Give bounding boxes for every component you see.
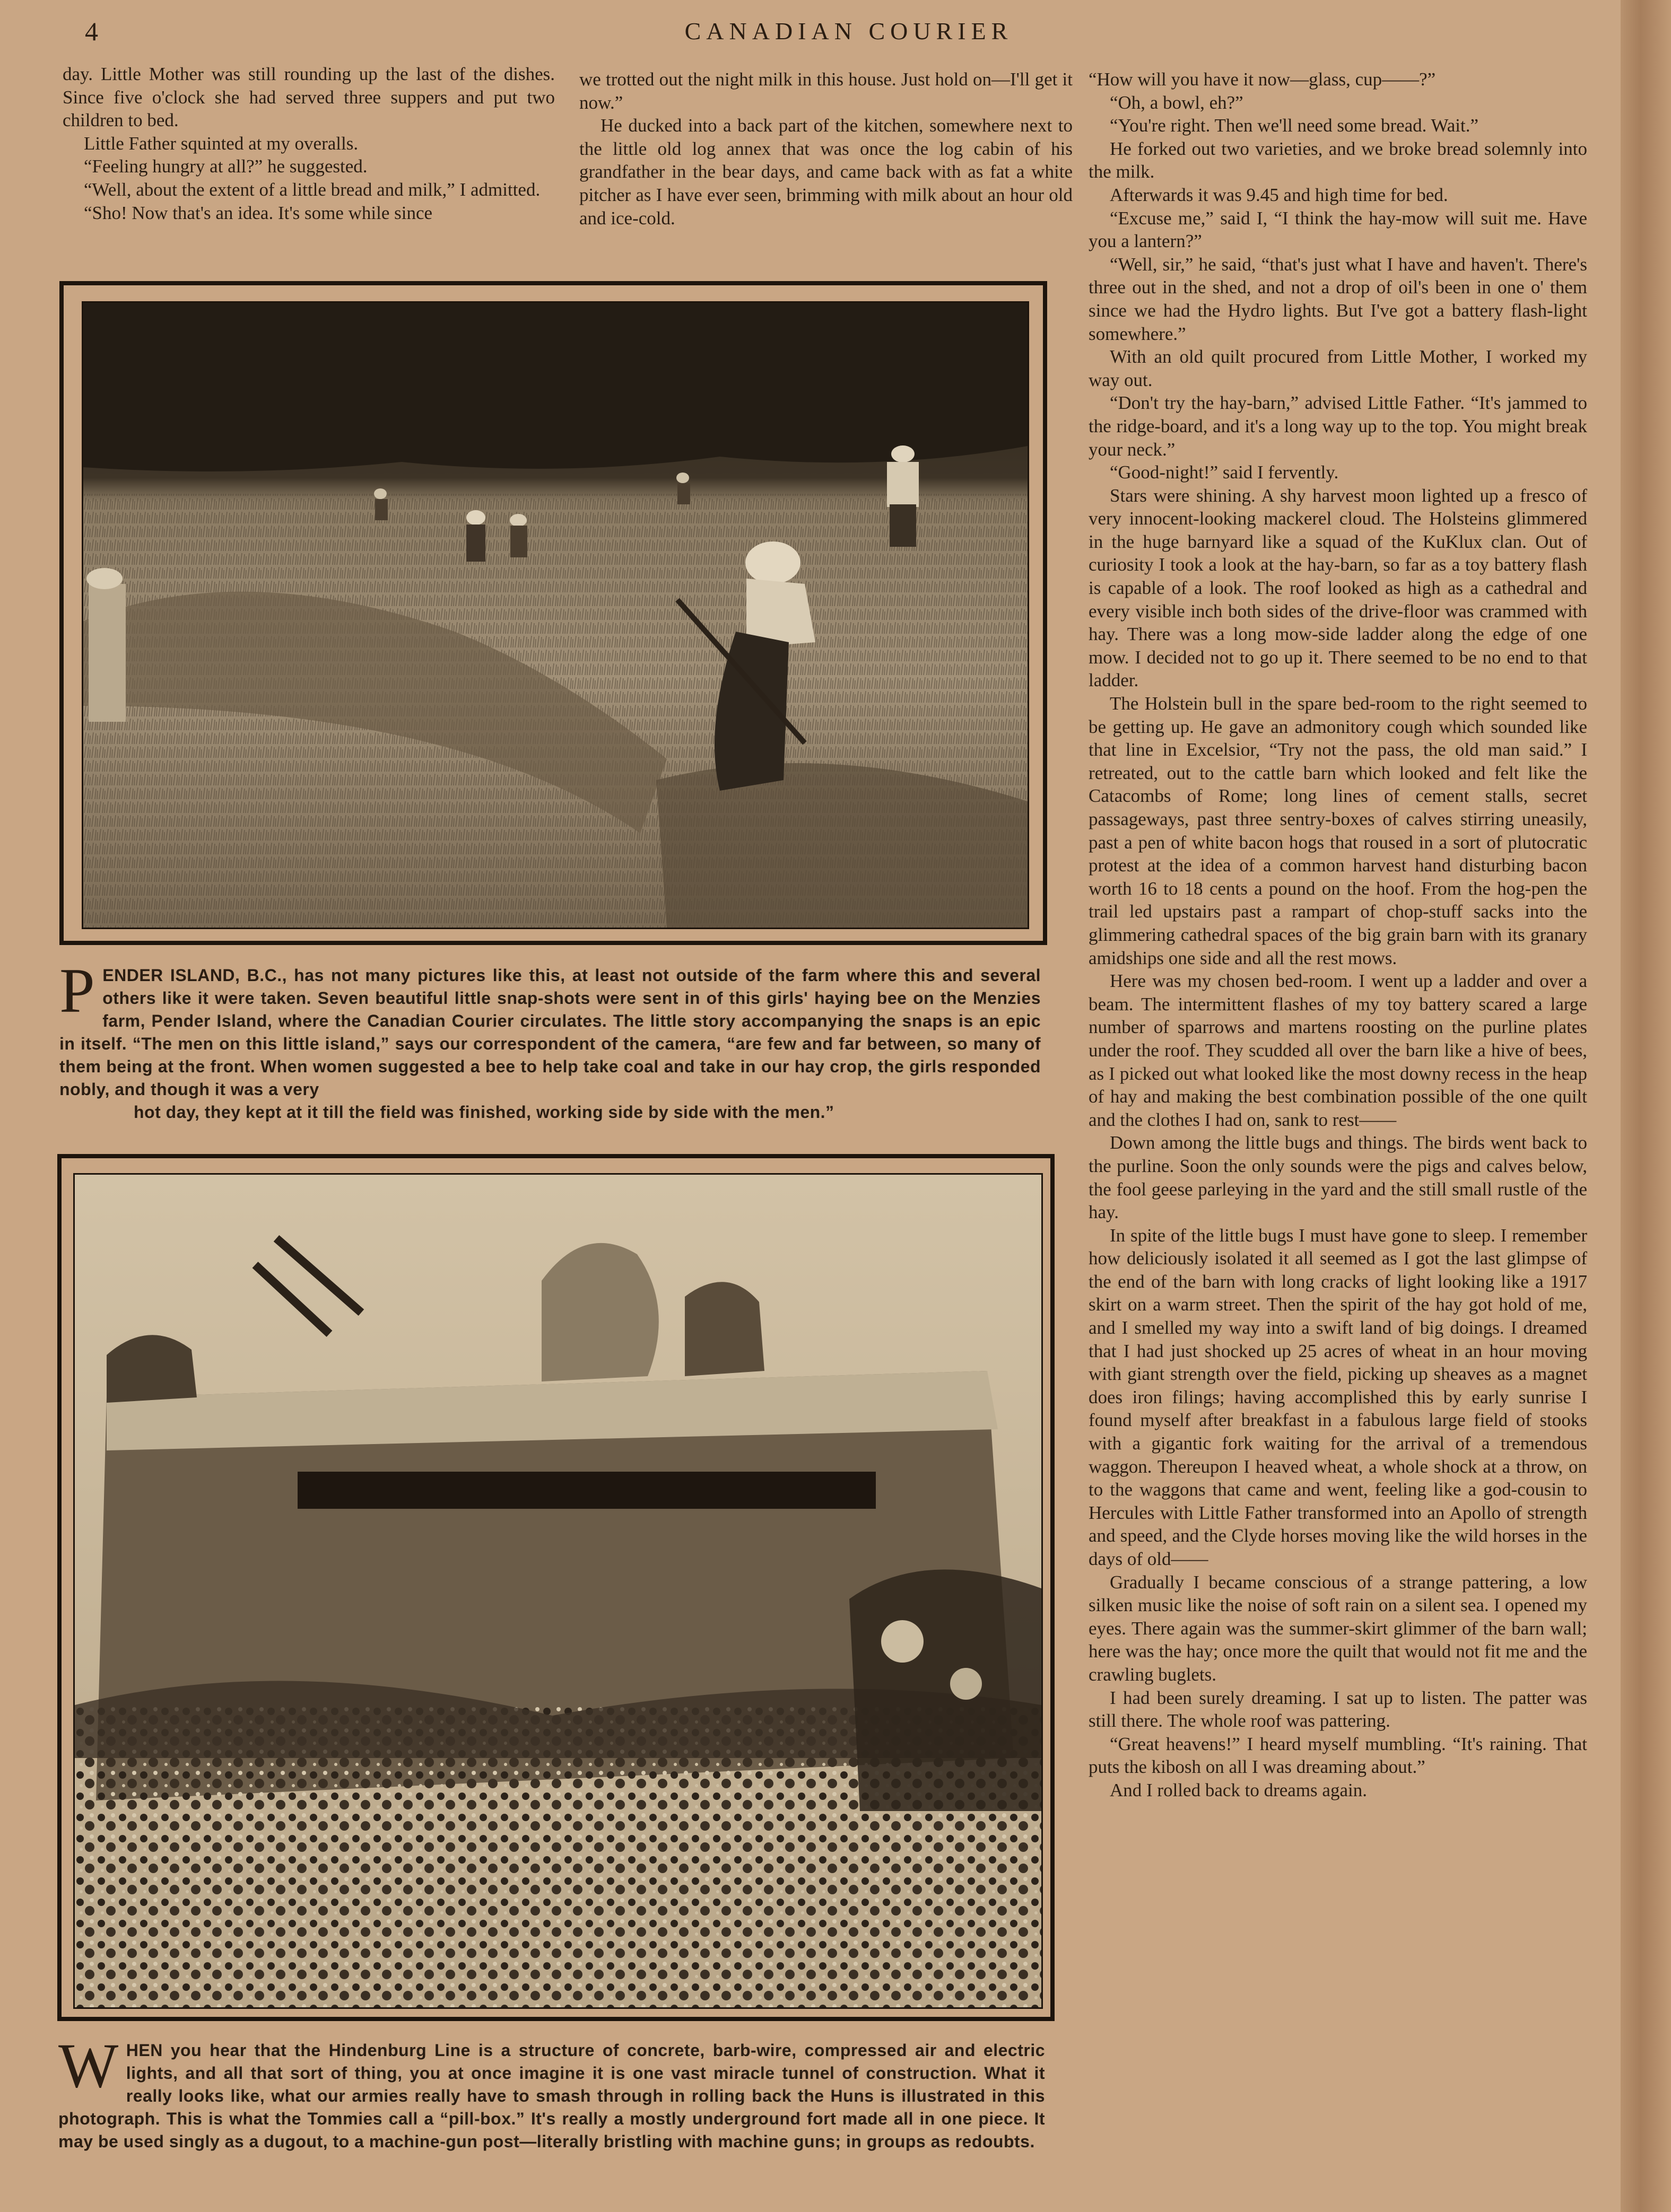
paragraph: “Great heavens!” I heard myself mumbling. “It's raining. That puts the kibosh on all I was dreaming about.” [1089, 1733, 1587, 1778]
column-right [1089, 68, 1587, 1802]
page-number: 4 [85, 16, 99, 46]
pillbox-photo-image [75, 1175, 1041, 2007]
caption-text: ENDER ISLAND, B.C., has not many pictures like this, at least not outside of the farm where this and several others like it were taken. Seven beautiful little snap-shots were sent in of this girls' haying bee on the Menzies farm, Pender Island, where the Canadian Courier circulates. The little story accompanying the snaps is an epic in itself. “The men on this little island,” says our correspondent of the camera, “are few and far between, so many of them being at the front. When women suggested a bee to help take coal and take in our hay crop, the girls responded nobly, and though it was a very [59, 966, 1041, 1099]
paragraph: we trotted out the night milk in this house. Just hold on—I'll get it now.” [579, 69, 1073, 113]
page-edge-shadow [1621, 0, 1671, 2212]
haying-photo-frame [59, 281, 1047, 945]
haying-photo [82, 301, 1029, 929]
paragraph: Gradually I became conscious of a strange pattering, a low silken music like the noise of soft rain on a silent sea. I opened my eyes. There again was the summer-skirt glimmer of the barn wall; here was the hay; once more the quilt that would not fit me and the crawling buglets. [1089, 1571, 1587, 1685]
caption-closing-line: hot day, they kept at it till the field was finished, working side by side with the men.” [134, 1103, 834, 1122]
caption-dropcap: W [58, 2030, 119, 2101]
paragraph: He forked out two varieties, and we broke bread solemnly into the milk. [1089, 138, 1587, 182]
paragraph: Little Father squinted at my overalls. [84, 133, 359, 154]
publication-title: CANADIAN COURIER [684, 18, 1013, 45]
paragraph: And I rolled back to dreams again. [1110, 1779, 1367, 1800]
caption-dropcap: P [59, 955, 95, 1026]
paragraph: “Well, sir,” he said, “that's just what I have and haven't. There's three out in the shed, and not a drop of oil's been in one o' them since we had the Hydro lights. But I've got a battery flash-light somewhere.” [1089, 253, 1587, 344]
paragraph: He ducked into a back part of the kitchen, somewhere next to the little old log annex that was once the log cabin of his grandfather in the bear days, and came back with as fat a white pitcher as I have ever seen, brimming with milk about an hour old and ice-cold. [579, 115, 1073, 229]
column-middle [579, 68, 1073, 230]
paragraph: “How will you have it now—glass, cup——?” [1089, 69, 1436, 90]
paragraph: With an old quilt procured from Little Mother, I worked my way out. [1089, 346, 1587, 390]
paragraph: In spite of the little bugs I must have gone to sleep. I remember how deliciously isolated it all seemed as I got the last glimpse of the end of the barn with long cracks of light looking like a 1917 skirt on a warm street. Then the spirit of the hay got hold of me, and I smelled my way into a swift land of big doings. I dreamed that I had just shocked up 25 acres of wheat in an hour moving with giant strength over the field, picking up sheaves as a magnet does iron filings; having accomplished this by early sunrise I found myself after breakfast in a fabulous large field of stooks with a gigantic fork waiting for the arrival of a tremendous waggon. Thereupon I heaved wheat, a whole shock at a throw, on to the waggons that came and went, feeling like a god-cousin to Hercules with Little Father transformed into an Apollo of strength and speed, and the Clyde horses moving like the wild horses in the days of old—— [1089, 1225, 1587, 1569]
paragraph: “You're right. Then we'll need some bread. Wait.” [1110, 115, 1479, 136]
pillbox-photo-caption [58, 2030, 1045, 2153]
haying-photo-image [83, 303, 1028, 928]
pillbox-photo [73, 1173, 1043, 2009]
paragraph: “Excuse me,” said I, “I think the hay-mow will suit me. Have you a lantern?” [1089, 207, 1587, 252]
caption-text: HEN you hear that the Hindenburg Line is a structure of concrete, barb-wire, compressed air and electric lights, and all that sort of thing, you at once imagine it is one vast miracle tunnel of construction. What it really looks like, what our armies really have to smash through in rolling back the Huns is illustrated in this photograph. This is what the Tommies call a “pill-box.” It's really a mostly underground fort made all in one piece. It may be used singly as a dugout, to a machine-gun post—literally bristling with machine guns; in groups as redoubts. [58, 2041, 1045, 2151]
pillbox-photo-frame [57, 1154, 1055, 2021]
paragraph: “Sho! Now that's an idea. It's some while since [84, 202, 433, 223]
paragraph: “Good-night!” said I fervently. [1110, 462, 1339, 483]
paragraph: Afterwards it was 9.45 and high time for bed. [1110, 184, 1448, 205]
paragraph: I had been surely dreaming. I sat up to listen. The patter was still there. The whole roof was pattering. [1089, 1687, 1587, 1732]
paragraph: The Holstein bull in the spare bed-room to the right seemed to be getting up. He gave an admonitory cough which sounded like that line in Excelsior, “Try not the pass, the old man said.” I retreated, out to the cattle barn which looked and felt like the Catacombs of Rome; long lines of cement stalls, secret passageways, past three sentry-boxes of calves stirring uneasily, past a pen of white bacon hogs that roused in a sort of plutocratic protest at the idea of a common harvest hand disturbing bacon worth 16 to 18 cents a pound on the hoof. From the hog-pen the trail led upstairs past a rampart of chop-stuff sacks into the glimmering cathedral spaces of the big grain barn with its granary amidships one side and all the rest mows. [1089, 693, 1587, 968]
paragraph: Down among the little bugs and things. The birds went back to the purline. Soon the only sounds were the pigs and calves below, the fool geese parleying in the yard and the still small rustle of the hay. [1089, 1132, 1587, 1223]
paragraph: “Feeling hungry at all?” he suggested. [84, 156, 368, 177]
paragraph: Stars were shining. A shy harvest moon lighted up a fresco of very innocent-looking mackerel cloud. The Holsteins glimmered in the huge barnyard like a squad of the KuKlux clan. Out of curiosity I took a look at the hay-barn, so far as a toy battery flash is capable of a look. The roof looked as high as a cathedral and every visible inch both sides of the drive-floor was crammed with hay. There was a long mow-side ladder along the edge of one mow. I decided not to go up it. There seemed to be no end to that ladder. [1089, 485, 1587, 691]
paragraph: “Well, about the extent of a little bread and milk,” I admitted. [84, 179, 541, 200]
column-left [63, 63, 555, 224]
paragraph: “Oh, a bowl, eh?” [1110, 92, 1243, 113]
paragraph: “Don't try the hay-barn,” advised Little Father. “It's jammed to the ridge-board, and it's a long way up to the top. You might break your neck.” [1089, 392, 1587, 460]
paragraph: Here was my chosen bed-room. I went up a ladder and over a beam. The intermittent flashes of my toy battery scared a large number of sparrows and martens roosting on the purline plates under the roof. They scudded all over the barn like a hive of bees, as I picked out what looked like the most downy recess in the heap of hay and making the best combination possible of the one quilt and the clothes I had on, sank to rest—— [1089, 971, 1587, 1130]
haying-photo-caption [59, 955, 1041, 1124]
paragraph: day. Little Mother was still rounding up the last of the dishes. Since five o'clock she had served three suppers and put two children to bed. [63, 64, 555, 131]
